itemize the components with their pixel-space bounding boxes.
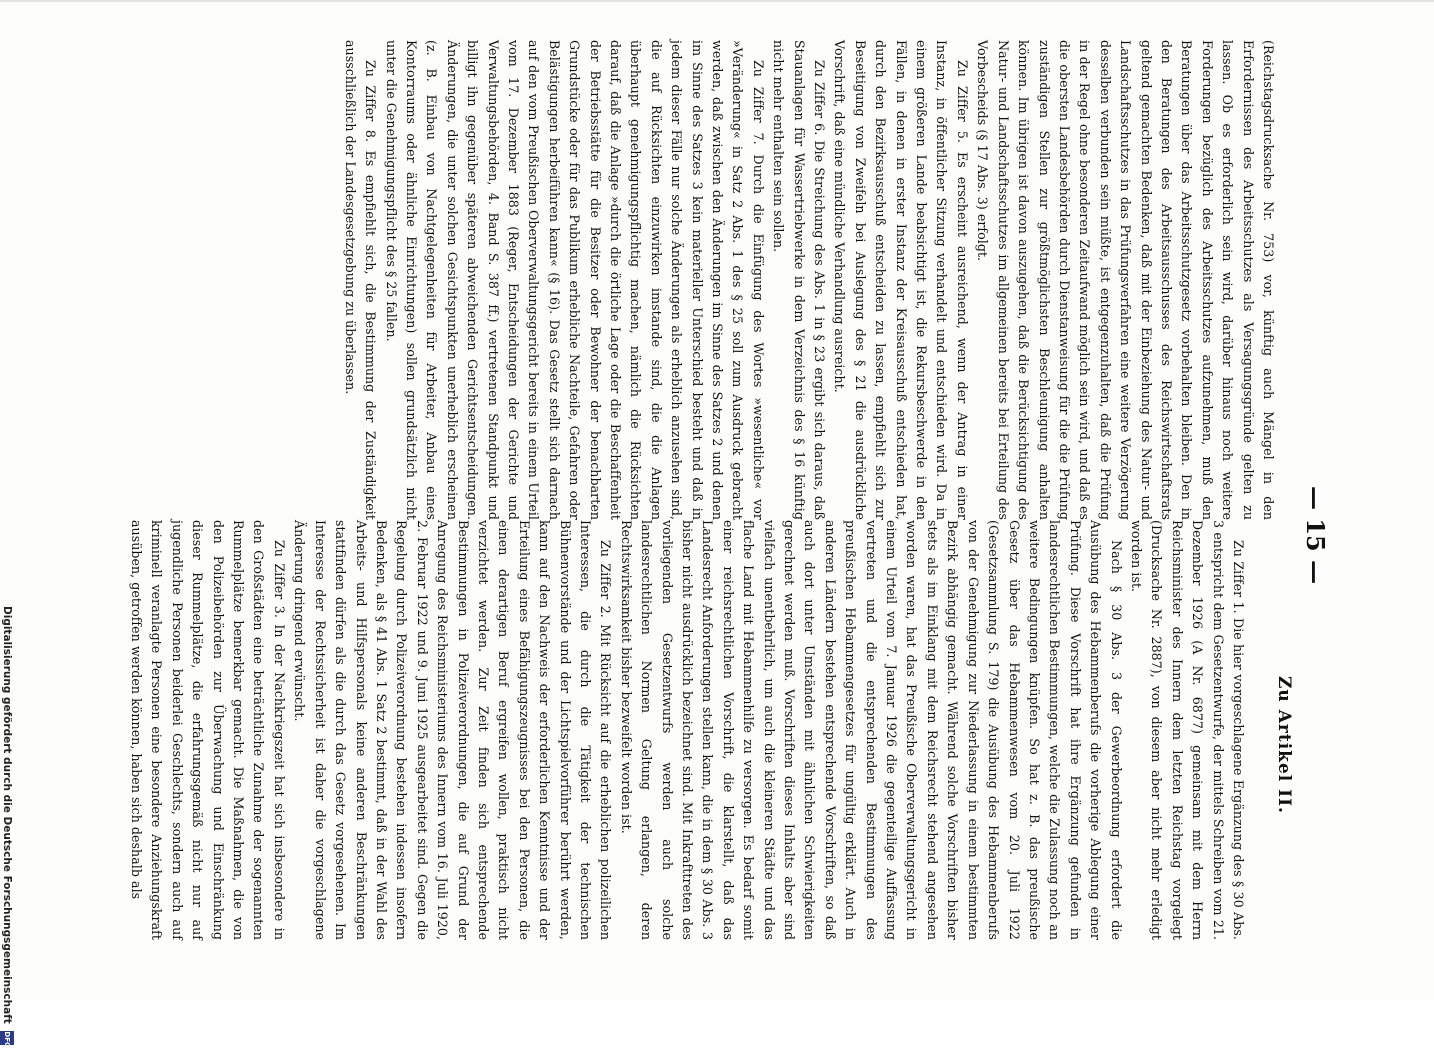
paragraph: Zu Ziffer 3. In der Nachkriegszeit hat sich insbesondere in den Großstädten eine beträchtliche Zunahme der sogenannten Rummelplätze bemerkbar gemacht. Die Maßnahmen, die von den Polizeibehörden zur Überwachung und Einschränkung dieser Rummelplätze, die erfahrungsgemäß nicht nur auf jugendliche Personen beiderlei Geschlechts, sondern auch auf kriminell veranlagte Personen eine besondere Anziehungskraft ausüben, getroffen werden können, haben sich deshalb als <box>129 520 287 940</box>
paragraph: Zu Ziffer 2. Mit Rücksicht auf die erheblichen polizeilichen Interessen, die durch die Tätigkeit der technischen Bühnenvorstände und der Lichtspielvorführer berührt werden, kann auf den Nachweis der erforderlichen Kenntnisse und der Erteilung eines Befähigungszeugnisses bei den Personen, die einen derartigen Beruf ergreifen wollen, praktisch nicht verzichtet werden. Zur Zeit finden sich entsprechende Bestimmungen in Polizeiverordnungen, die auf Grund der Anregung des Reichsministeriums des Innern vom 16. Juli 1920, 2. Februar 1922 und 9. Juni 1925 ausgearbeitet sind. Gegen die Regelung durch Polizeiverordnung bestehen indessen insofern Bedenken, als § 41 Abs. 1 Satz 2 bestimmt, daß in der Wahl des Arbeits- und Hilfspersonals keine anderen Beschränkungen stattfinden dürfen als die durch das Gesetz vorgesehenen. Im Interesse der Rechtssicherheit ist daher die vorgeschlagene Änderung dringend erwünscht. <box>292 520 614 940</box>
paragraph: (Reichstagsdrucksache Nr. 753) vor, künftig auch Mängel in den Erfordernissen des Arbeitsschutzes als Versagungsgründe gelten zu lassen. Ob es erforderlich sein wird, darüber hinaus noch weitere Forderungen bezüglich des Arbeitsschutzes aufzunehmen, muß den Beratungen über das Arbeitsschutzgesetz vorbehalten bleiben. Den in den Beratungen des Arbeitsausschusses des Reichswirtschaftsrats geltend gemachten Bedenken, daß mit der Einbeziehung des Natur- und Landschaftsschutzes in das Prüfungsverfahren eine weitere Verzögerung desselben verbunden sein müßte, ist entgegenzuhalten, daß die Prüfung in der Regel ohne besonderen Zeitaufwand möglich sein wird, und daß es die obersten Landesbehörden durch Dienstanweisung für die die Prüfung zuständigen Stellen zur größtmöglichsten Beschleunigung anhalten können. Im übrigen ist davon auszugehen, daß die Berücksichtigung des Natur- und Landschaftsschutzes im allgemeinen bereits bei Erteilung des Vorbescheids (§ 17 Abs. 3) erfolgt. <box>975 40 1276 520</box>
paragraph: Zu Ziffer 1. Die hier vorgeschlagene Ergänzung des § 30 Abs. 3 entspricht dem Gesetzentwurfe, der mittels Schreiben vom 21. Dezember 1926 (A Nr. 6877) gemeinsam mit dem Herrn Reichsminister des Innern dem letzten Reichstag vorgelegt (Drucksache Nr. 2887), von diesem aber nicht mehr erledigt worden ist. <box>1128 520 1246 940</box>
paragraph: Zu Ziffer 8. Es empfiehlt sich, die Bestimmung der Zuständigkeit ausschließlich der Landesgesetzgebung zu überlassen. <box>342 40 379 520</box>
digitization-footer <box>0 606 14 1048</box>
paragraph: Zu Ziffer 5. Es erscheint ausreichend, wenn der Antrag in einer Instanz, in öffentlicher Sitzung verhandelt und entschieden wird. Da in einem größeren Lande beabsichtigt ist, die Rekursbeschwerde in den Fällen, in denen in erster Instanz der Kreisausschuß entschieden hat, durch den Bezirksausschuß entscheiden zu lassen, empfiehlt sich zur Beseitigung von Zweifeln bei Auslegung des § 21 die ausdrückliche Vorschrift, daß eine mündliche Verhandlung ausreicht. <box>832 40 970 520</box>
right-text-column <box>339 40 1278 520</box>
page-number: — 15 — <box>1301 486 1330 585</box>
footer-text: Digitalisierung gefördert durch die Deutsche Forschungsgemeinschaft <box>1 606 13 1024</box>
page-edge <box>0 0 1434 2</box>
paragraph: Zu Ziffer 7. Durch die Einfügung des Wortes »wesentliche« vor »Veränderung« in Satz 2 Abs. 1 des § 25 soll zum Ausdruck gebracht werden, daß zwischen den Änderungen im Sinne des Satzes 2 und denen im Sinne des Satzes 3 kein materieller Unterschied besteht und daß in jedem dieser Fälle nur solche Änderungen als erheblich anzusehen sind, die auf Rücksichten einzuwirken imstande sind, die die Anlagen überhaupt genehmigungspflichtig machen, nämlich die Rücksichten darauf, daß die Anlage »durch die örtliche Lage oder die Beschaffenheit der Betriebsstätte für die Besitzer oder Bewohner der benachbarten Grundstücke oder für das Publikum erhebliche Nachteile, Gefahren oder Belästigungen herbeiführen kann« (§ 16). Das Gesetz stellt sich darnach auf den vom Preußischen Oberverwaltungsgericht bereits in einem Urteil vom 17. Dezember 1883 (Reger, Entscheidungen der Gerichte und Verwaltungsbehörden, 4. Band S. 387 ff.) vertretenen Standpunkt und billigt ihn gegenüber späteren abweichenden Gerichtsentscheidungen. Änderungen, die unter solchen Gesichtspunkten unerheblich erscheinen (z. B. Einbau von Nachtgelegenheiten für Arbeiter, Anbau eines Kontorraums oder ähnliche Einrichtungen) sollen grundsätzlich nicht unter die Genehmigungspflicht des § 25 fallen. <box>383 40 766 520</box>
dfg-logo-icon: DFG <box>0 1031 14 1045</box>
article-heading: Zu Artikel II. <box>1274 676 1294 814</box>
left-text-column <box>126 520 1272 940</box>
paragraph: Nach § 30 Abs. 3 der Gewerbeordnung erfordert die Ausübung des Hebammenberufs die vorherige Ablegung einer Prüfung. Diese Vorschrift hat ihre Ergänzung gefunden in landesrechtlichen Bestimmungen, welche die Zulassung noch an weitere Bedingungen knüpfen. So hat z. B. das preußische Gesetz über das Hebammenwesen vom 20. Juli 1922 (Gesetzsammlung S. 179) die Ausübung des Hebammenberufs von der Genehmigung zur Niederlassung in einem bestimmten Bezirk abhängig gemacht. Während solche Vorschriften bisher stets als im Einklang mit dem Reichsrecht stehend angesehen worden waren, hat das Preußische Oberverwaltungsgericht in einem Urteil vom 7. Januar 1926 die gegenteilige Auffassung vertreten und die entsprechenden Bestimmungen des preußischen Hebammengesetzes für ungültig erklärt. Auch in anderen Ländern bestehen entsprechende Vorschriften, so daß auch dort unter Umständen mit ähnlichen Schwierigkeiten gerechnet werden muß. Vorschriften dieses Inhalts aber sind vielfach unentbehrlich, um auch die kleineren Städte und das flache Land mit Hebammenhilfe zu versorgen. Es bedarf somit einer reichsrechtlichen Vorschrift, die klarstellt, daß das Landesrecht Anforderungen stellen kann, die in dem § 30 Abs. 3 bisher nicht ausdrücklich bezeichnet sind. Mit Inkrafttreten des vorliegenden Gesetzentwurfs werden auch solche landesrechtlichen Normen Geltung erlangen, deren Rechtswirksamkeit bisher bezweifelt worden ist. <box>618 520 1124 940</box>
paragraph: Zu Ziffer 6. Die Streichung des Abs. 1 in § 23 ergibt sich daraus, daß Stauanlagen für Wassertriebwerke in dem Verzeichnis des § 16 künftig nicht mehr enthalten sein sollen. <box>771 40 828 520</box>
